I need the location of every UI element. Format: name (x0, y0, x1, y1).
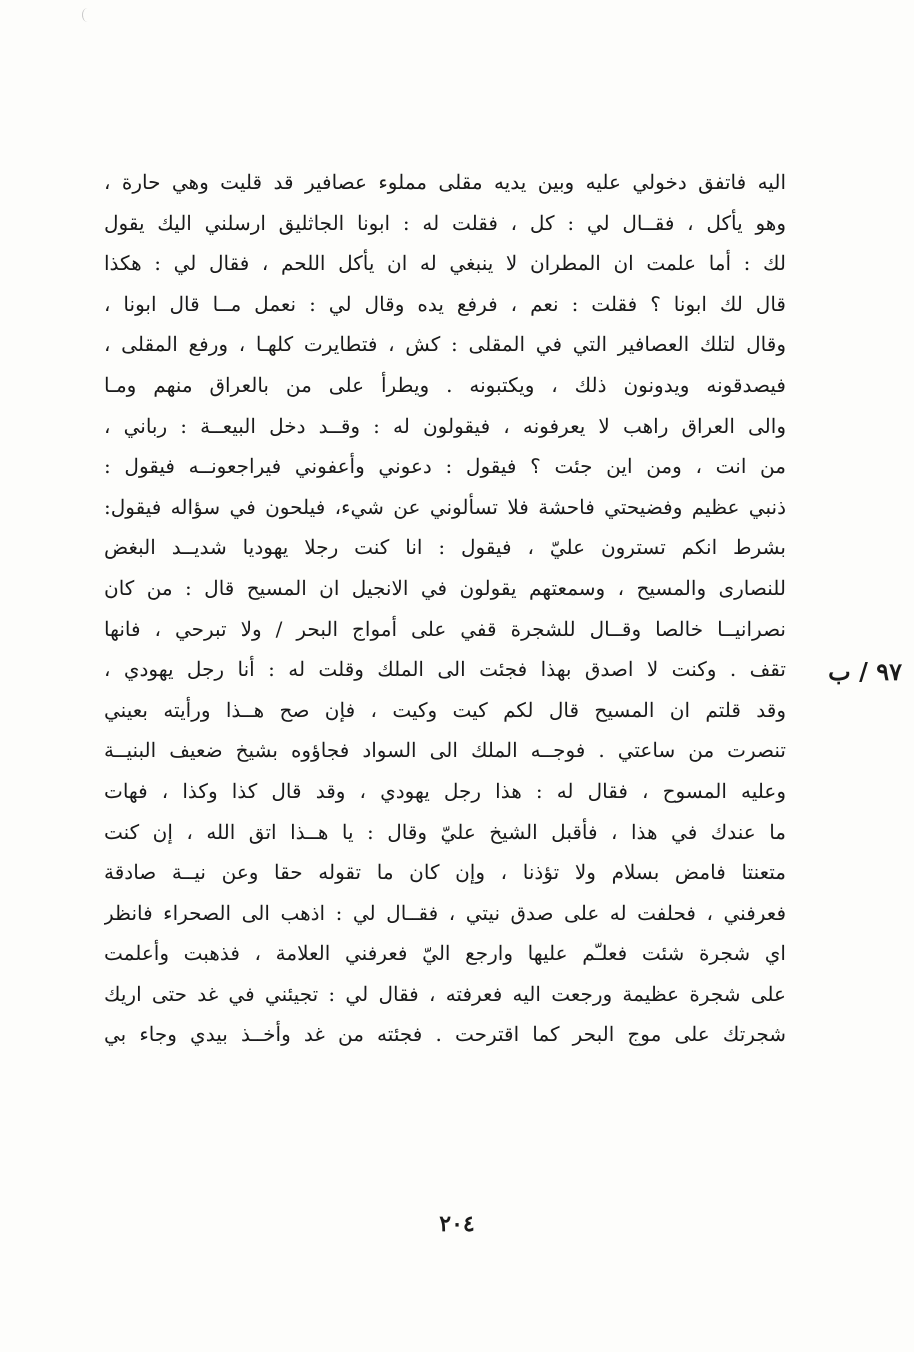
main-text-block (104, 162, 786, 1055)
scan-mark (82, 8, 93, 22)
text-line: فيصدقونه ويدونون ذلك ، ويكتبونه . ويطرأ على من بالعراق منهم ومـا (104, 372, 786, 397)
text-line: وهو يأكل ، فقــال لي : كل ، فقلت له : ابونا الجاثليق ارسلني اليك يقول (104, 210, 786, 235)
text-line: اليه فاتفق دخولي عليه وبين يديه مقلى مملوء عصافير قد قليت وهي حارة ، (104, 170, 786, 194)
text-line: اي شجرة شئت فعلـّم عليها وارجع اليّ فعرفني العلامة ، فذهبت وأعلمت (104, 941, 786, 966)
text-line: على شجرة عظيمة ورجعت اليه فعرفته ، فقال لي : تجيئني في غد حتى اريك (104, 981, 786, 1006)
text-line: متعنتا فامض بسلام ولا تؤذنا ، وإن كان ما تقوله حقا وعن نيــة صادقة (104, 860, 786, 885)
text-line: قال لك ابونا ؟ فقلت : نعم ، فرفع يده وقال لي : نعمل مــا قال ابونا ، (104, 291, 786, 316)
text-line: ما عندك في هذا ، فأقبل الشيخ عليّ وقال : يا هــذا اتق الله ، إن كنت (104, 819, 786, 844)
text-line: للنصارى والمسيح ، وسمعتهم يقولون في الانجيل ان المسيح قال : من كان (104, 575, 786, 600)
text-line: وقد قلتم ان المسيح قال لكم كيت وكيت ، فإن صح هــذا ورأيته بعيني (104, 697, 786, 722)
text-line: تقف . وكنت لا اصدق بهذا فجئت الى الملك وقلت له : أنا رجل يهودي ، (104, 657, 786, 682)
text-line: شجرتك على موج البحر كما اقترحت . فجئته من غد وأخــذ بيدي وجاء بي (104, 1022, 786, 1047)
text-line: وقال لتلك العصافير التي في المقلى : كش ، فتطايرت كلهـا ، ورفع المقلى ، (104, 332, 786, 357)
page-number: ٢٠٤ (439, 1211, 475, 1237)
text-line: فعرفني ، فحلفت له على صدق نيتي ، فقــال لي : اذهب الى الصحراء فانظر (104, 900, 786, 925)
text-line: تنصرت من ساعتي . فوجــه الملك الى السواد فجاؤوه بشيخ ضعيف البنيــة (104, 738, 786, 763)
text-line: بشرط انكم تسترون عليّ ، فيقول : انا كنت رجلا يهوديا شديــد البغض (104, 535, 786, 560)
text-line: لك : أما علمت ان المطران لا ينبغي له ان يأكل اللحم ، فقال لي : هكذا (104, 251, 786, 276)
text-line: ذنبي عظيم وفضيحتي فاحشة فلا تسألوني عن شيء، فيلحون في سؤاله فيقول: (104, 494, 786, 519)
text-line: نصرانيــا خالصا وقــال للشجرة قفي على أمواج البحر / ولا تبرحي ، فانها (104, 616, 786, 641)
text-line: وعليه المسوح ، فقال له : هذا رجل يهودي ، وقد قال كذا وكذا ، فهات (104, 778, 786, 803)
folio-margin-note: ٩٧ / ب (828, 657, 902, 686)
text-line: والى العراق راهب لا يعرفونه ، فيقولون له : وقــد دخل البيعــة : رباني ، (104, 413, 786, 438)
text-line: من انت ، ومن اين جئت ؟ فيقول : دعوني وأعفوني فيراجعونــه فيقول : (104, 454, 786, 479)
